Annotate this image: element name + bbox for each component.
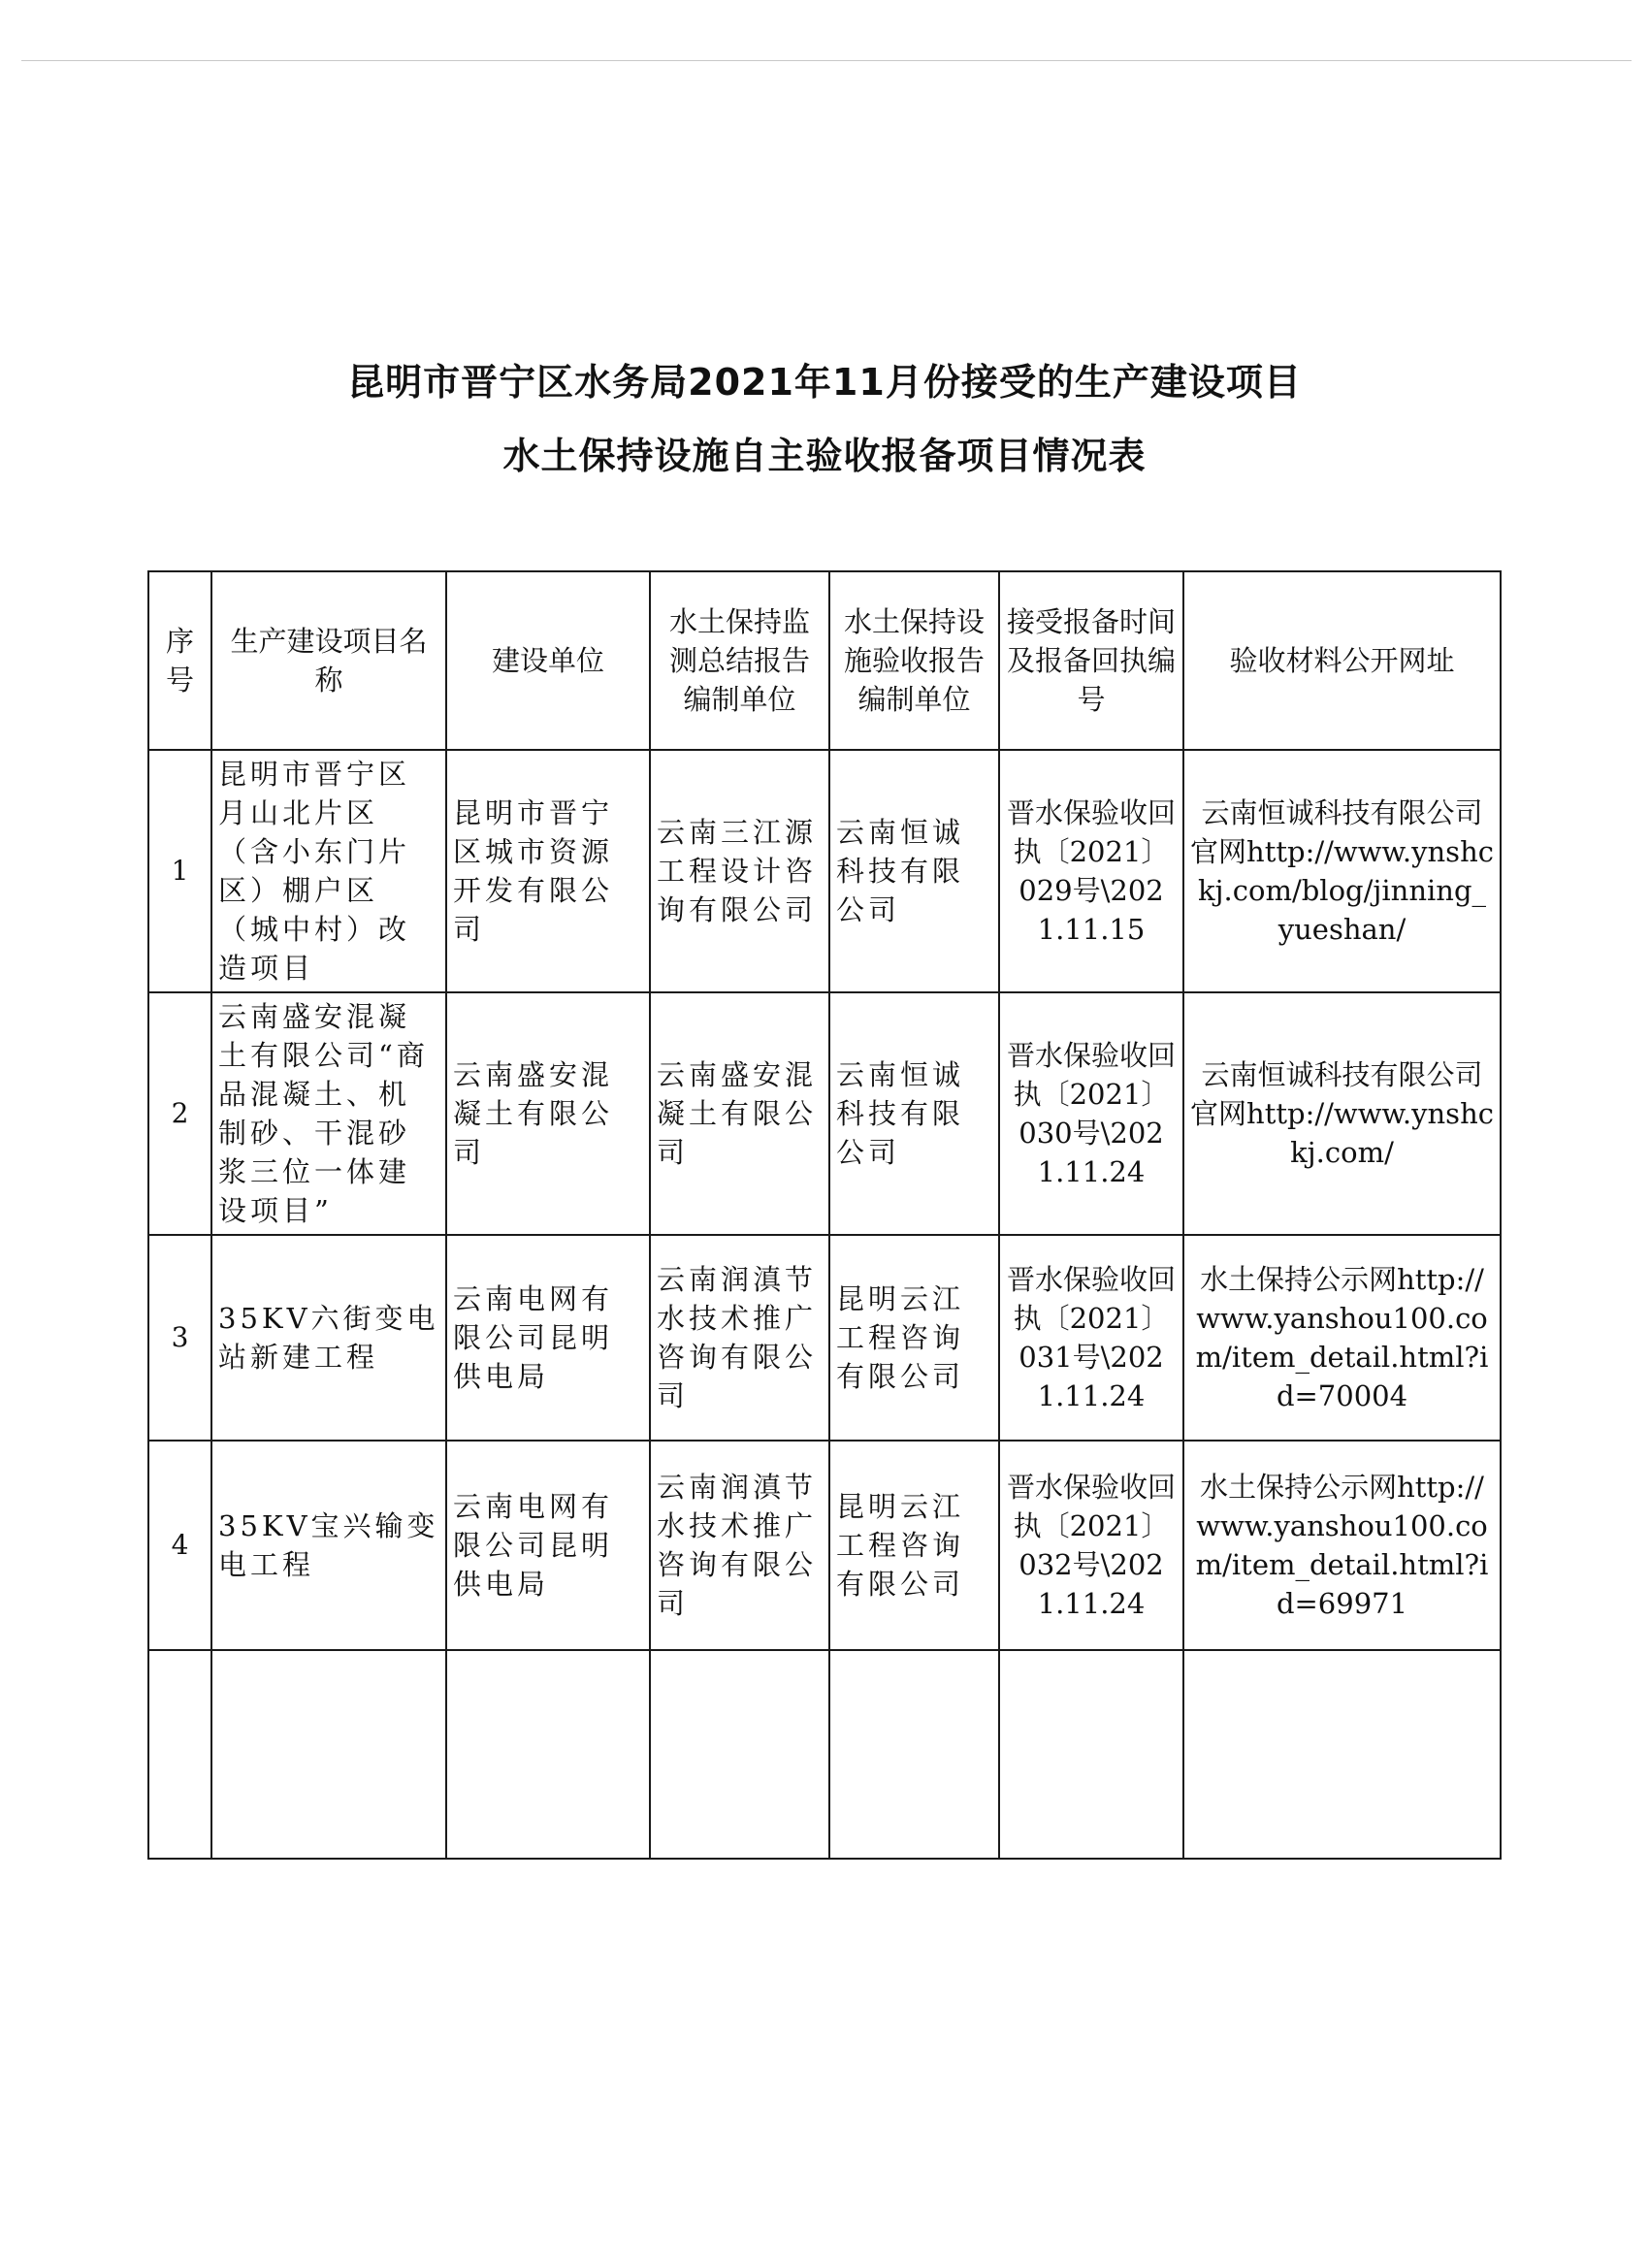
cell-seq: 4 — [148, 1441, 211, 1650]
title-line-2: 水土保持设施自主验收报备项目情况表 — [502, 435, 1147, 477]
cell-receipt: 晋水保验收回执〔2021〕029号\2021.11.15 — [999, 750, 1183, 992]
table-row — [148, 992, 1501, 1235]
header-receipt: 接受报备时间及报备回执编号 — [999, 571, 1183, 750]
cell-receipt: 晋水保验收回执〔2021〕032号\2021.11.24 — [999, 1441, 1183, 1650]
cell-empty — [211, 1650, 446, 1859]
cell-seq: 1 — [148, 750, 211, 992]
cell-project: 云南盛安混凝土有限公司“商品混凝土、机制砂、干混砂浆三位一体建设项目” — [211, 992, 446, 1235]
table-row — [148, 750, 1501, 992]
cell-monitor-unit: 云南润滇节水技术推广咨询有限公司 — [650, 1235, 829, 1441]
document-title — [0, 357, 1649, 481]
cell-empty — [446, 1650, 650, 1859]
cell-seq: 3 — [148, 1235, 211, 1441]
header-acceptance-unit: 水土保持设施验收报告编制单位 — [829, 571, 999, 750]
cell-project: 35KV六街变电站新建工程 — [211, 1235, 446, 1441]
cell-receipt: 晋水保验收回执〔2021〕031号\2021.11.24 — [999, 1235, 1183, 1441]
cell-project: 昆明市晋宁区月山北片区（含小东门片区）棚户区（城中村）改造项目 — [211, 750, 446, 992]
header-url: 验收材料公开网址 — [1183, 571, 1501, 750]
cell-empty — [650, 1650, 829, 1859]
cell-monitor-unit: 云南盛安混凝土有限公司 — [650, 992, 829, 1235]
cell-url[interactable]: 水土保持公示网http://www.yanshou100.com/item_detail.html?id=70004 — [1183, 1235, 1501, 1441]
table-row — [148, 1235, 1501, 1441]
cell-builder: 昆明市晋宁区城市资源开发有限公司 — [446, 750, 650, 992]
cell-empty — [148, 1650, 211, 1859]
table-row-empty — [148, 1650, 1501, 1859]
cell-empty — [829, 1650, 999, 1859]
header-monitor-unit: 水土保持监测总结报告编制单位 — [650, 571, 829, 750]
cell-url[interactable]: 云南恒诚科技有限公司官网http://www.ynshckj.com/ — [1183, 992, 1501, 1235]
cell-builder: 云南电网有限公司昆明供电局 — [446, 1441, 650, 1650]
header-project: 生产建设项目名称 — [211, 571, 446, 750]
page-top-rule — [21, 60, 1632, 61]
cell-receipt: 晋水保验收回执〔2021〕030号\2021.11.24 — [999, 992, 1183, 1235]
header-seq: 序号 — [148, 571, 211, 750]
cell-acceptance-unit: 云南恒诚科技有限公司 — [829, 992, 999, 1235]
cell-acceptance-unit: 昆明云江工程咨询有限公司 — [829, 1441, 999, 1650]
cell-empty — [999, 1650, 1183, 1859]
cell-empty — [1183, 1650, 1501, 1859]
cell-builder: 云南电网有限公司昆明供电局 — [446, 1235, 650, 1441]
title-line-1: 昆明市晋宁区水务局2021年11月份接受的生产建设项目 — [347, 361, 1302, 404]
table-header-row — [148, 571, 1501, 750]
cell-seq: 2 — [148, 992, 211, 1235]
cell-url[interactable]: 云南恒诚科技有限公司官网http://www.ynshckj.com/blog/jinning_yueshan/ — [1183, 750, 1501, 992]
filing-records-table — [147, 570, 1502, 1860]
cell-acceptance-unit: 云南恒诚科技有限公司 — [829, 750, 999, 992]
cell-project: 35KV宝兴输变电工程 — [211, 1441, 446, 1650]
table-row — [148, 1441, 1501, 1650]
cell-monitor-unit: 云南润滇节水技术推广咨询有限公司 — [650, 1441, 829, 1650]
cell-monitor-unit: 云南三江源工程设计咨询有限公司 — [650, 750, 829, 992]
cell-builder: 云南盛安混凝土有限公司 — [446, 992, 650, 1235]
header-builder: 建设单位 — [446, 571, 650, 750]
cell-acceptance-unit: 昆明云江工程咨询有限公司 — [829, 1235, 999, 1441]
cell-url[interactable]: 水土保持公示网http://www.yanshou100.com/item_detail.html?id=69971 — [1183, 1441, 1501, 1650]
